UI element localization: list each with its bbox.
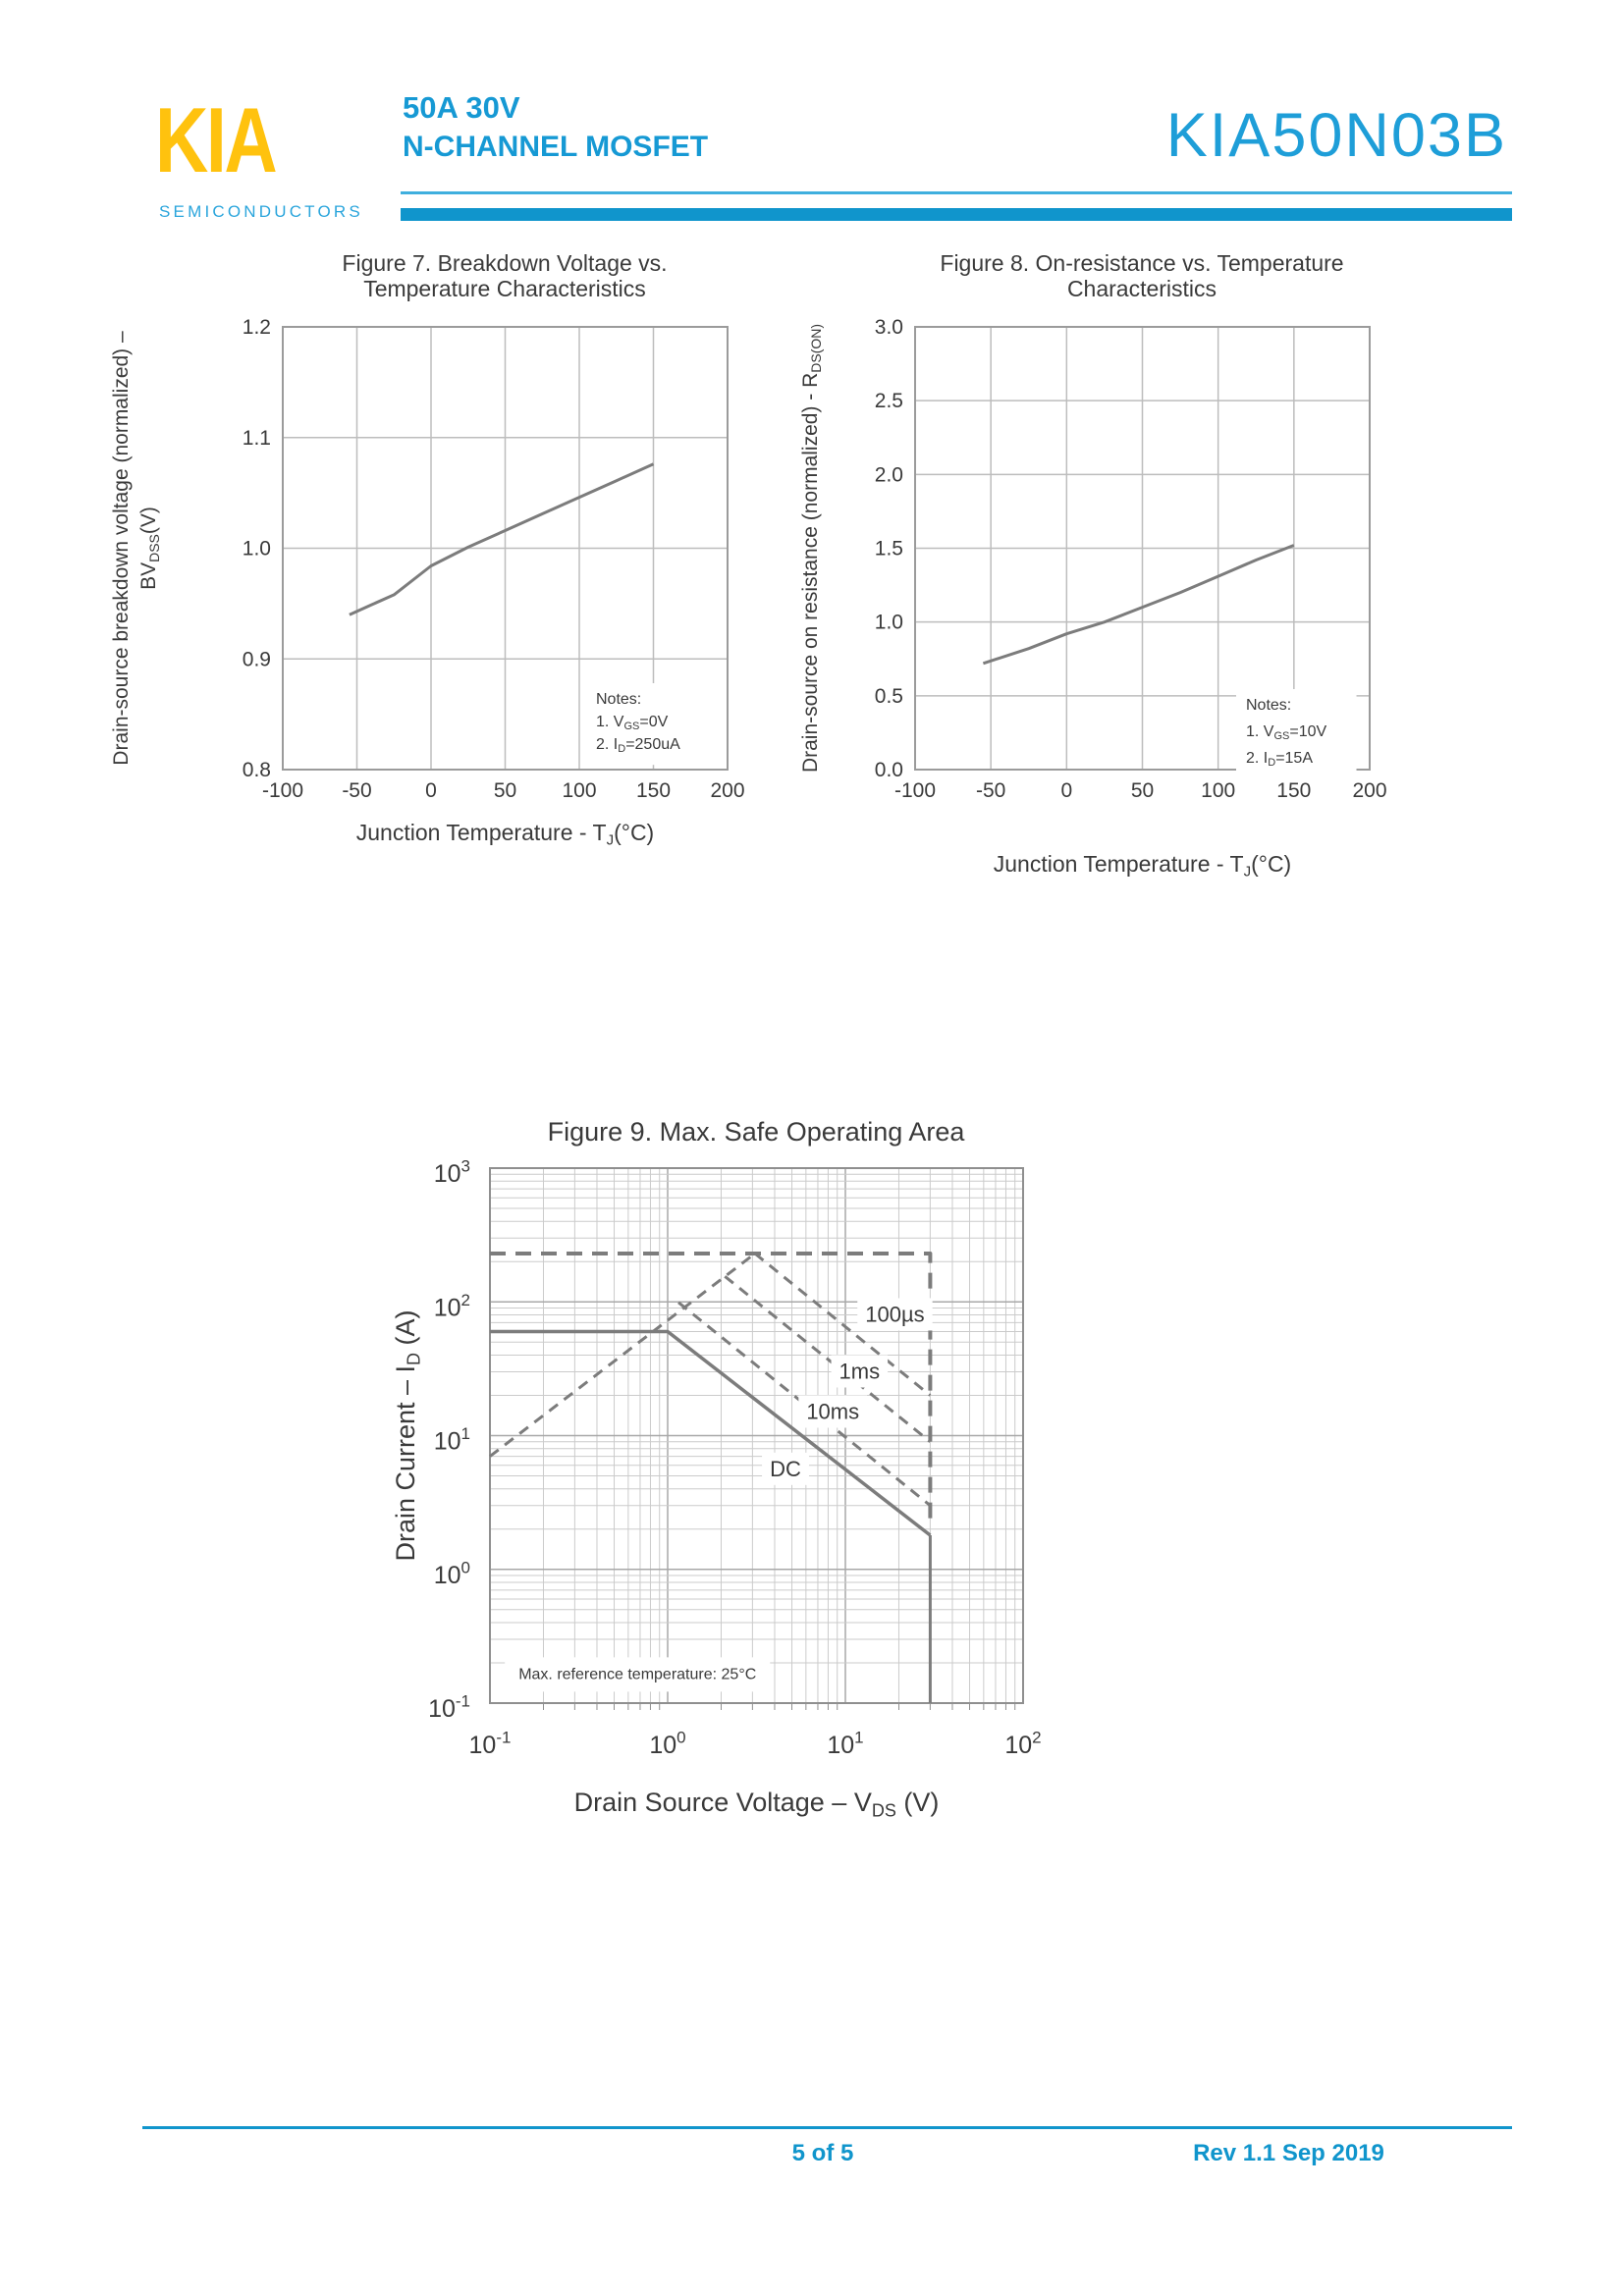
kia-logo-subtext: SEMICONDUCTORS	[159, 202, 363, 221]
note-line: 1. $V_{GS}=10V$	[1246, 723, 1327, 743]
y-axis-label: $BV_{DSS}(V)$	[137, 507, 163, 590]
notes	[586, 683, 710, 765]
x-axis-label: Junction Temperature - TJ(°C)	[993, 851, 1292, 881]
figure-9-safe-operating-area-chart	[353, 1097, 1281, 1863]
y-axis-label: Drain-source breakdown voltage (normalized) –	[110, 331, 133, 766]
y-tick-label: $10^0$	[433, 1558, 470, 1589]
y-tick-label: $10^3$	[433, 1156, 470, 1188]
x-tick-label: $10^{-1}$	[468, 1728, 512, 1759]
y-tick-label: 3.0	[874, 316, 903, 339]
revision-label: Rev 1.1 Sep 2019	[1193, 2140, 1384, 2166]
figure-8-on-resistance-chart	[785, 236, 1453, 883]
device-subtitle	[403, 92, 708, 162]
grid	[490, 1168, 1023, 1710]
note-line: 2. $I_D=15A$	[1246, 750, 1313, 770]
y-axis-label: Drain-source on resistance (normalized) - $R_{DS(ON)}$	[799, 323, 825, 774]
y-tick-label: 1.2	[242, 316, 271, 339]
curve-normalized-breakdown-voltage	[350, 464, 654, 614]
x-tick-label: 150	[635, 779, 672, 802]
y-tick-label: 0.9	[242, 648, 271, 671]
curve-label-pulse-100us: 100µs	[865, 1302, 925, 1327]
curve-label-pulse-1ms: 1ms	[839, 1359, 881, 1384]
x-axis-label: Drain Source Voltage – $V_{DS}$ (V)	[573, 1788, 940, 1821]
series-group	[350, 464, 654, 614]
x-tick-label: 50	[1130, 779, 1155, 802]
y-tick-label: $10^{-1}$	[428, 1691, 470, 1723]
y-tick-label: 1.0	[874, 611, 903, 634]
header-rule-thick	[401, 208, 1512, 221]
chart-note: Max. reference temperature: 25°C	[518, 1666, 757, 1683]
y-axis-label: Drain Current – $I_D$ (A)	[391, 1309, 424, 1562]
x-tick-label: -100	[261, 779, 304, 802]
chart-title: Figure 9. Max. Safe Operating Area	[547, 1117, 965, 1147]
x-tick-label: $10^1$	[827, 1728, 864, 1759]
y-tick-label: 0.0	[874, 759, 903, 781]
y-tick-label: 0.8	[242, 759, 271, 781]
x-tick-label: 200	[1352, 779, 1387, 802]
device-rating: 50A 30V	[403, 90, 520, 125]
x-tick-label: -50	[975, 779, 1006, 802]
note-line: 2. $I_D=250uA$	[596, 736, 680, 756]
y-tick-label: 0.5	[874, 684, 903, 708]
curve-normalized-on-resistance	[983, 546, 1293, 664]
x-tick-label: -100	[893, 779, 937, 802]
y-tick-label: $10^2$	[433, 1290, 470, 1322]
x-tick-label: 50	[493, 779, 517, 802]
chart-title: Temperature Characteristics	[363, 276, 646, 301]
footer-rule	[142, 2126, 1512, 2129]
x-tick-label: 0	[425, 779, 437, 802]
x-axis-label: Junction Temperature - TJ(°C)	[355, 820, 655, 849]
x-tick-label: 100	[1201, 779, 1236, 802]
x-tick-label: 0	[1060, 779, 1073, 802]
page-number: 5 of 5	[791, 2140, 854, 2166]
y-tick-label: 2.0	[874, 463, 903, 487]
note-line: Notes:	[1246, 697, 1292, 714]
chart-title: Figure 8. On-resistance vs. Temperature	[940, 250, 1344, 276]
figure-7-breakdown-voltage-chart	[98, 236, 766, 874]
chart-title: Characteristics	[1066, 276, 1217, 301]
y-tick-label: 1.5	[874, 537, 903, 561]
x-tick-label: $10^0$	[649, 1728, 686, 1759]
y-tick-label: 1.1	[242, 426, 271, 450]
y-tick-label: 2.5	[874, 390, 903, 413]
x-tick-label: 100	[562, 779, 597, 802]
notes	[1236, 689, 1357, 778]
y-tick-label: 1.0	[242, 537, 271, 561]
curve-label-pulse-10ms: 10ms	[806, 1399, 860, 1424]
y-tick-label: $10^1$	[433, 1424, 470, 1456]
curve-label-dc-limit: DC	[770, 1456, 801, 1481]
header-rule-thin	[401, 191, 1512, 194]
kia-logo: KIA	[155, 88, 276, 191]
x-tick-label: 200	[710, 779, 745, 802]
device-type: N-CHANNEL MOSFET	[403, 131, 709, 163]
note-line: Notes:	[596, 691, 642, 708]
chart-title: Figure 7. Breakdown Voltage vs.	[342, 250, 668, 276]
part-number: KIA50N03B	[1165, 101, 1507, 170]
x-tick-label: -50	[342, 779, 372, 802]
series-group	[983, 546, 1293, 664]
x-tick-label: $10^2$	[1004, 1728, 1042, 1759]
x-tick-label: 150	[1276, 779, 1312, 802]
note-line: 1. $V_{GS}=0V$	[596, 714, 669, 733]
